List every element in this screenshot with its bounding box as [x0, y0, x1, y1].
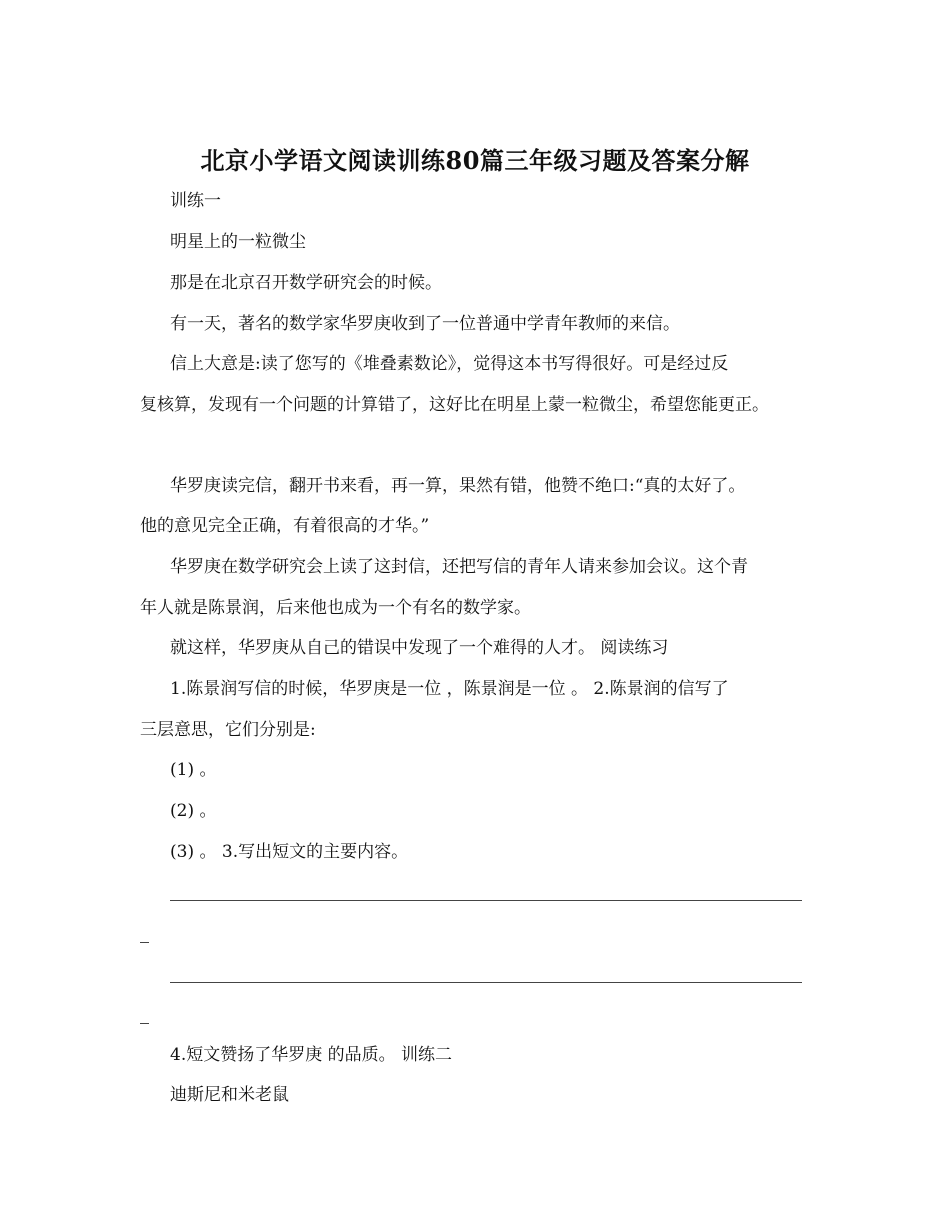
paragraph-line: 年人就是陈景润，后来他也成为一个有名的数学家。 [140, 598, 531, 618]
exercise-line: (3) 。 3.写出短文的主要内容。 [170, 842, 409, 862]
exercise-line: (2) 。 [170, 801, 217, 821]
section-heading: 训练一 [170, 191, 221, 211]
answer-line [170, 982, 802, 983]
answer-line [170, 900, 802, 901]
paragraph-line: 信上大意是:读了您写的《堆叠素数论》，觉得这本书写得很好。可是经过反 [170, 354, 729, 374]
exercise-line: (1) 。 [170, 760, 217, 780]
paragraph-line: 就这样，华罗庚从自己的错误中发现了一个难得的人才。 阅读练习 [170, 638, 669, 658]
story-title: 迪斯尼和米老鼠 [170, 1085, 289, 1105]
paragraph-line: 复核算，发现有一个问题的计算错了，这好比在明星上蒙一粒微尘，希望您能更正。 [140, 395, 769, 415]
exercise-line: 1.陈景润写信的时候，华罗庚是一位 ，陈景润是一位 。 2.陈景润的信写了 [170, 679, 729, 699]
paragraph-line: 他的意见完全正确，有着很高的才华。” [140, 516, 430, 536]
exercise-line: 三层意思，它们分别是: [140, 720, 316, 740]
story-title: 明星上的一粒微尘 [170, 232, 306, 252]
exercise-line: 4.短文赞扬了华罗庚 的品质。 训练二 [170, 1045, 453, 1065]
answer-line-end [140, 942, 149, 943]
paragraph-line: 有一天，著名的数学家华罗庚收到了一位普通中学青年教师的来信。 [170, 314, 680, 334]
paragraph-line: 华罗庚在数学研究会上读了这封信，还把写信的青年人请来参加会议。这个青 [170, 557, 748, 577]
paragraph-line: 那是在北京召开数学研究会的时候。 [170, 273, 442, 293]
answer-line-end [140, 1023, 149, 1024]
document-title: 北京小学语文阅读训练80篇三年级习题及答案分解 [200, 146, 750, 175]
paragraph-line: 华罗庚读完信，翻开书来看，再一算，果然有错，他赞不绝口:“真的太好了。 [170, 476, 746, 496]
